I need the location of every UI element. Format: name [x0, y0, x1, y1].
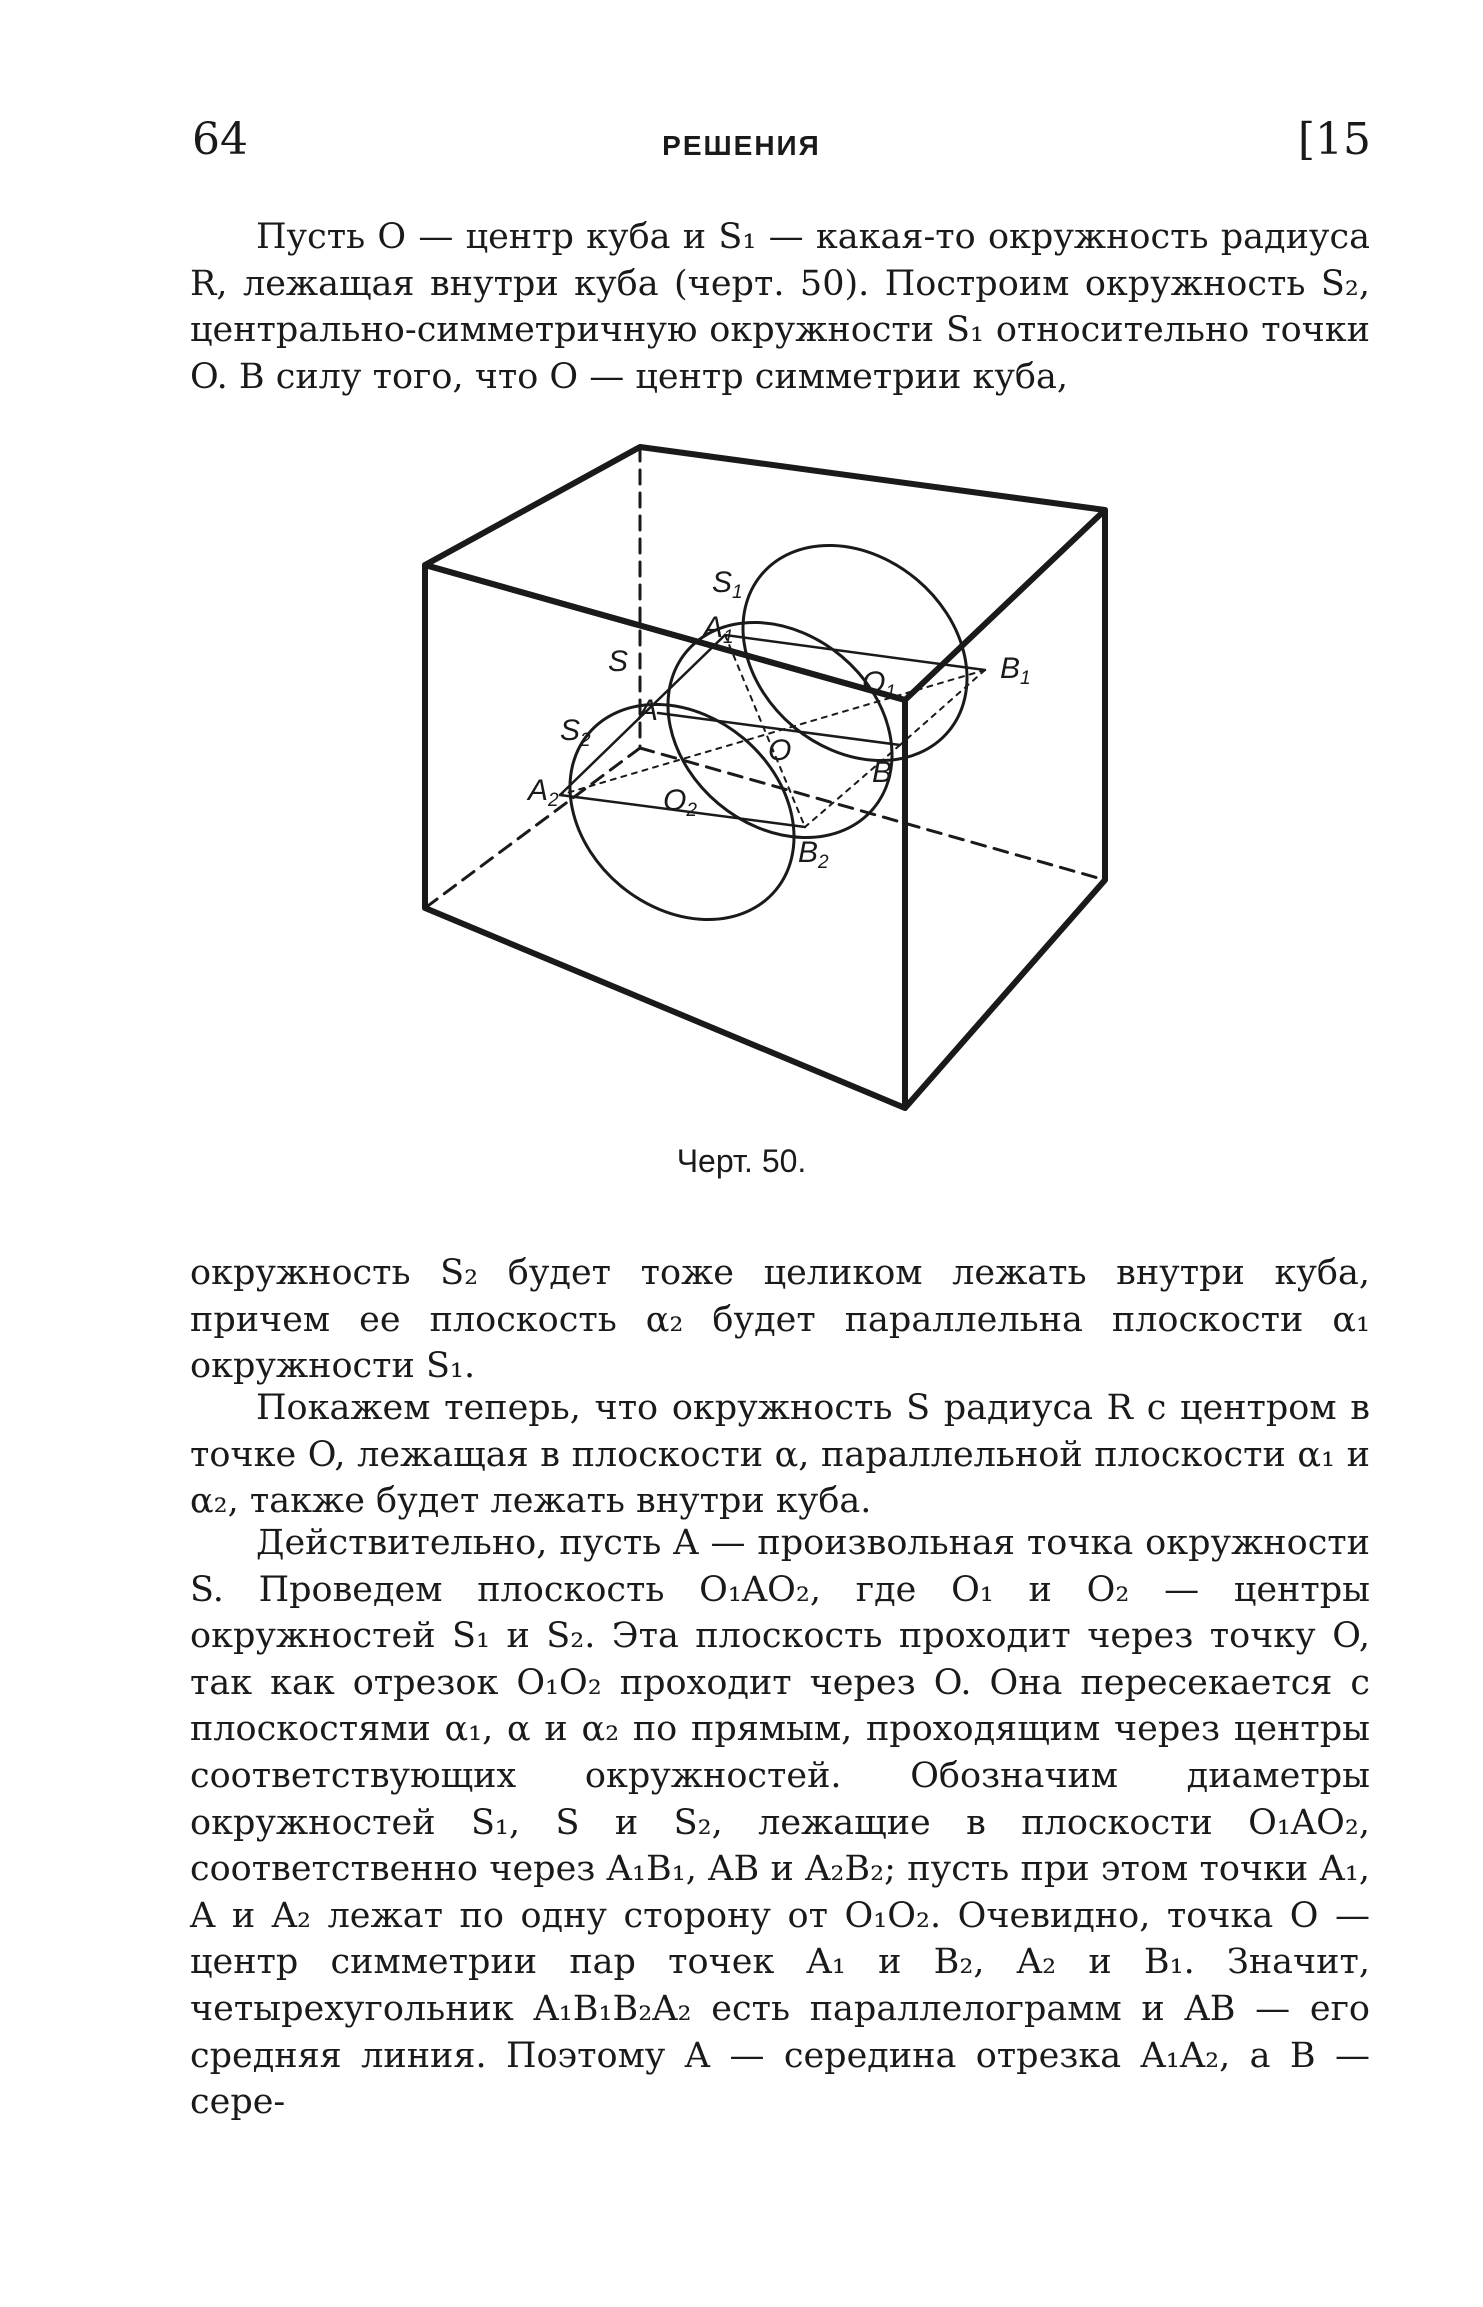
- label-b: B: [872, 756, 893, 789]
- label-b1: $B_1$: [1000, 652, 1031, 689]
- label-s1: $S_1$: [712, 566, 743, 603]
- label-s: S: [608, 645, 629, 678]
- label-a1: $A_1$: [703, 611, 734, 648]
- label-a2: $A_2$: [528, 774, 559, 811]
- cube-circles-figure: [420, 430, 1130, 1130]
- cube-edges: [425, 447, 1105, 1108]
- paragraph-2: окружность S₂ будет тоже целиком лежать внутри куба, причем ее плоскость α₂ будет параллельна плоскости α₁ окружности S₁.: [190, 1253, 1370, 1387]
- page-number: 64: [192, 114, 248, 165]
- label-o1: $O_1$: [862, 666, 896, 703]
- label-s2: $S_2$: [560, 714, 591, 751]
- figure-caption: Черт. 50.: [676, 1143, 807, 1179]
- paragraph-1: Пусть O — центр куба и S₁ — какая-то окружность радиуса R, лежащая внутри куба (черт. 50). Построим окружность S₂, центрально-симметричную окружности S₁ относительно точки O. В силу того, что O — центр симметрии куба,: [190, 217, 1370, 397]
- section-number: [15: [1297, 114, 1371, 165]
- label-o: O: [768, 734, 792, 767]
- label-a: A: [638, 694, 659, 727]
- paragraph-3: Покажем теперь, что окружность S радиуса R с центром в точке O, лежащая в плоскости α, параллельной плоскости α₁ и α₂, также будет лежать внутри куба.: [190, 1388, 1370, 1522]
- running-title: РЕШЕНИЯ: [662, 130, 821, 161]
- label-o2: $O_2$: [663, 784, 697, 821]
- paragraph-4: Действительно, пусть A — произвольная точка окружности S. Проведем плоскость O₁AO₂, где O₁ и O₂ — центры окружностей S₁ и S₂. Эта плоскость проходит через точку O, так как отрезок O₁O₂ проходит через O. Она пересекается с плоскостями α₁, α и α₂ по прямым, проходящим через центры соответствующих окружностей. Обозначим диаметры окружностей S₁, S и S₂, лежащие в плоскости O₁AO₂, соответственно через A₁B₁, AB и A₂B₂; пусть при этом точки A₁, A и A₂ лежат по одну сторону от O₁O₂. Очевидно, точка O — центр симметрии пар точек A₁ и B₂, A₂ и B₁. Значит, четырехугольник A₁B₁B₂A₂ есть параллелограмм и AB — его средняя линия. Поэтому A — середина отрезка A₁A₂, а B — сере-: [190, 1523, 1370, 2123]
- label-b2: $B_2$: [798, 836, 829, 873]
